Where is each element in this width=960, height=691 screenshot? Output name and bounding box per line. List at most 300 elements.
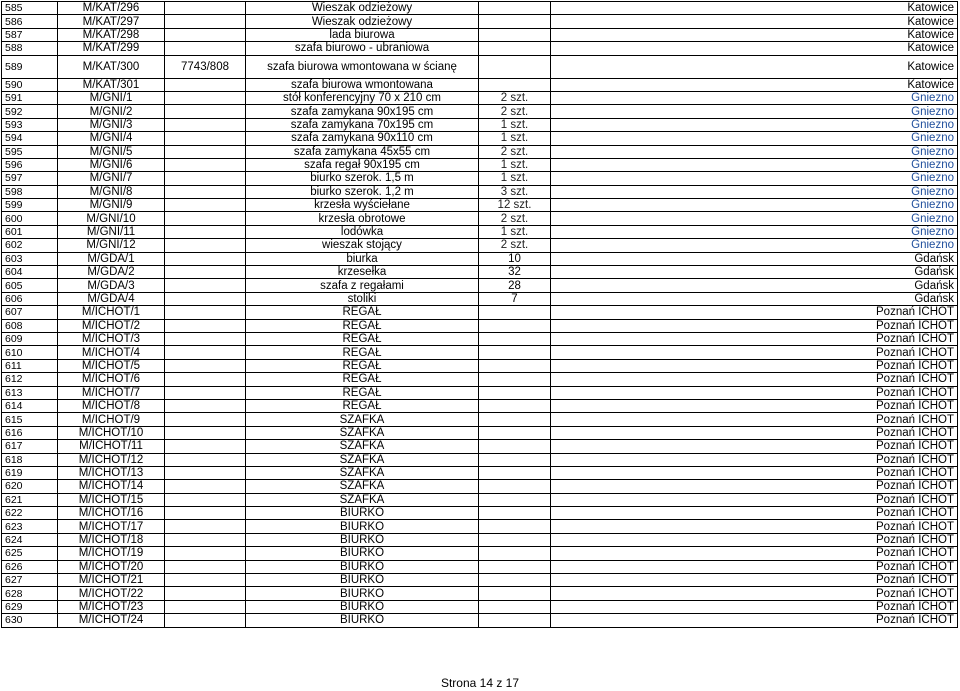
row-number-cell: 607 bbox=[2, 306, 58, 319]
row-number-cell: 619 bbox=[2, 466, 58, 479]
item-number-cell: M/ICHOT/21 bbox=[58, 574, 165, 587]
item-number-cell: M/ICHOT/14 bbox=[58, 480, 165, 493]
location-cell: Poznań ICHOT bbox=[551, 413, 958, 426]
item-name-cell: REGAŁ bbox=[246, 399, 479, 412]
item-number-cell: M/ICHOT/9 bbox=[58, 413, 165, 426]
location-cell: Katowice bbox=[551, 55, 958, 78]
item-name-cell: szafa zamykana 45x55 cm bbox=[246, 145, 479, 158]
item-number-cell: M/ICHOT/10 bbox=[58, 426, 165, 439]
location-cell: Gniezno bbox=[551, 91, 958, 104]
item-number-cell: M/ICHOT/5 bbox=[58, 359, 165, 372]
table-row bbox=[2, 185, 958, 198]
quantity-cell bbox=[479, 560, 551, 573]
table-row bbox=[2, 560, 958, 573]
location-cell: Poznań ICHOT bbox=[551, 453, 958, 466]
item-number-cell: M/ICHOT/23 bbox=[58, 600, 165, 613]
location-cell: Poznań ICHOT bbox=[551, 560, 958, 573]
location-cell: Poznań ICHOT bbox=[551, 614, 958, 627]
inventory-number-cell bbox=[165, 132, 246, 145]
quantity-cell bbox=[479, 386, 551, 399]
item-name-cell: SZAFKA bbox=[246, 480, 479, 493]
item-number-cell: M/GDA/3 bbox=[58, 279, 165, 292]
inventory-number-cell bbox=[165, 319, 246, 332]
location-cell: Poznań ICHOT bbox=[551, 386, 958, 399]
row-number-cell: 628 bbox=[2, 587, 58, 600]
location-cell: Katowice bbox=[551, 78, 958, 91]
row-number-cell: 588 bbox=[2, 42, 58, 55]
item-name-cell: szafa biurowo - ubraniowa bbox=[246, 42, 479, 55]
inventory-number-cell bbox=[165, 493, 246, 506]
table-row bbox=[2, 105, 958, 118]
quantity-cell: 2 szt. bbox=[479, 91, 551, 104]
inventory-number-cell bbox=[165, 600, 246, 613]
table-row bbox=[2, 493, 958, 506]
item-name-cell: krzesła obrotowe bbox=[246, 212, 479, 225]
table-row bbox=[2, 346, 958, 359]
row-number-cell: 613 bbox=[2, 386, 58, 399]
row-number-cell: 625 bbox=[2, 547, 58, 560]
row-number-cell: 587 bbox=[2, 28, 58, 41]
item-name-cell: lada biurowa bbox=[246, 28, 479, 41]
inventory-table-body bbox=[2, 2, 958, 628]
inventory-number-cell bbox=[165, 533, 246, 546]
table-row bbox=[2, 91, 958, 104]
inventory-number-cell bbox=[165, 266, 246, 279]
table-row bbox=[2, 319, 958, 332]
table-row bbox=[2, 587, 958, 600]
table-row bbox=[2, 399, 958, 412]
item-name-cell: REGAŁ bbox=[246, 332, 479, 345]
inventory-number-cell bbox=[165, 332, 246, 345]
quantity-cell bbox=[479, 399, 551, 412]
item-number-cell: M/ICHOT/15 bbox=[58, 493, 165, 506]
item-name-cell: krzesełka bbox=[246, 266, 479, 279]
inventory-number-cell: 7743/808 bbox=[165, 55, 246, 78]
table-row bbox=[2, 413, 958, 426]
quantity-cell bbox=[479, 28, 551, 41]
quantity-cell bbox=[479, 493, 551, 506]
inventory-number-cell bbox=[165, 520, 246, 533]
location-cell: Gdańsk bbox=[551, 266, 958, 279]
quantity-cell bbox=[479, 614, 551, 627]
row-number-cell: 617 bbox=[2, 440, 58, 453]
quantity-cell bbox=[479, 55, 551, 78]
row-number-cell: 585 bbox=[2, 2, 58, 15]
item-name-cell: REGAŁ bbox=[246, 346, 479, 359]
location-cell: Poznań ICHOT bbox=[551, 480, 958, 493]
row-number-cell: 630 bbox=[2, 614, 58, 627]
item-number-cell: M/ICHOT/20 bbox=[58, 560, 165, 573]
item-number-cell: M/GNI/10 bbox=[58, 212, 165, 225]
item-number-cell: M/GNI/5 bbox=[58, 145, 165, 158]
item-name-cell: biurko szerok. 1,2 m bbox=[246, 185, 479, 198]
inventory-number-cell bbox=[165, 292, 246, 305]
table-row bbox=[2, 158, 958, 171]
location-cell: Poznań ICHOT bbox=[551, 493, 958, 506]
inventory-number-cell bbox=[165, 466, 246, 479]
table-row bbox=[2, 199, 958, 212]
row-number-cell: 610 bbox=[2, 346, 58, 359]
quantity-cell: 2 szt. bbox=[479, 145, 551, 158]
inventory-number-cell bbox=[165, 239, 246, 252]
item-number-cell: M/GNI/4 bbox=[58, 132, 165, 145]
row-number-cell: 622 bbox=[2, 507, 58, 520]
table-row bbox=[2, 600, 958, 613]
item-number-cell: M/ICHOT/1 bbox=[58, 306, 165, 319]
item-name-cell: REGAŁ bbox=[246, 359, 479, 372]
row-number-cell: 602 bbox=[2, 239, 58, 252]
quantity-cell: 3 szt. bbox=[479, 185, 551, 198]
item-name-cell: BIURKO bbox=[246, 587, 479, 600]
row-number-cell: 611 bbox=[2, 359, 58, 372]
item-number-cell: M/ICHOT/17 bbox=[58, 520, 165, 533]
inventory-number-cell bbox=[165, 28, 246, 41]
location-cell: Poznań ICHOT bbox=[551, 520, 958, 533]
table-row bbox=[2, 2, 958, 15]
table-row bbox=[2, 359, 958, 372]
table-row bbox=[2, 15, 958, 28]
item-number-cell: M/GNI/1 bbox=[58, 91, 165, 104]
quantity-cell: 1 szt. bbox=[479, 172, 551, 185]
item-name-cell: SZAFKA bbox=[246, 493, 479, 506]
quantity-cell: 12 szt. bbox=[479, 199, 551, 212]
item-name-cell: SZAFKA bbox=[246, 426, 479, 439]
table-row bbox=[2, 306, 958, 319]
inventory-number-cell bbox=[165, 212, 246, 225]
item-number-cell: M/ICHOT/16 bbox=[58, 507, 165, 520]
item-number-cell: M/ICHOT/18 bbox=[58, 533, 165, 546]
item-number-cell: M/GNI/3 bbox=[58, 118, 165, 131]
inventory-number-cell bbox=[165, 185, 246, 198]
inventory-number-cell bbox=[165, 359, 246, 372]
quantity-cell bbox=[479, 587, 551, 600]
table-row bbox=[2, 78, 958, 91]
item-number-cell: M/GNI/6 bbox=[58, 158, 165, 171]
item-number-cell: M/GNI/12 bbox=[58, 239, 165, 252]
quantity-cell bbox=[479, 466, 551, 479]
item-name-cell: stół konferencyjny 70 x 210 cm bbox=[246, 91, 479, 104]
item-number-cell: M/ICHOT/11 bbox=[58, 440, 165, 453]
row-number-cell: 629 bbox=[2, 600, 58, 613]
quantity-cell: 32 bbox=[479, 266, 551, 279]
quantity-cell: 1 szt. bbox=[479, 132, 551, 145]
item-name-cell: SZAFKA bbox=[246, 453, 479, 466]
item-name-cell: BIURKO bbox=[246, 507, 479, 520]
inventory-number-cell bbox=[165, 413, 246, 426]
quantity-cell bbox=[479, 600, 551, 613]
location-cell: Gniezno bbox=[551, 212, 958, 225]
location-cell: Gniezno bbox=[551, 132, 958, 145]
inventory-number-cell bbox=[165, 386, 246, 399]
row-number-cell: 605 bbox=[2, 279, 58, 292]
item-name-cell: biurka bbox=[246, 252, 479, 265]
table-row bbox=[2, 212, 958, 225]
item-name-cell: BIURKO bbox=[246, 533, 479, 546]
quantity-cell: 28 bbox=[479, 279, 551, 292]
table-row bbox=[2, 373, 958, 386]
location-cell: Poznań ICHOT bbox=[551, 359, 958, 372]
item-name-cell: REGAŁ bbox=[246, 319, 479, 332]
item-number-cell: M/ICHOT/13 bbox=[58, 466, 165, 479]
table-row bbox=[2, 426, 958, 439]
location-cell: Poznań ICHOT bbox=[551, 533, 958, 546]
location-cell: Gdańsk bbox=[551, 292, 958, 305]
item-number-cell: M/ICHOT/24 bbox=[58, 614, 165, 627]
inventory-number-cell bbox=[165, 507, 246, 520]
quantity-cell bbox=[479, 42, 551, 55]
item-name-cell: REGAŁ bbox=[246, 306, 479, 319]
quantity-cell bbox=[479, 15, 551, 28]
item-number-cell: M/ICHOT/8 bbox=[58, 399, 165, 412]
inventory-number-cell bbox=[165, 587, 246, 600]
table-row bbox=[2, 547, 958, 560]
inventory-number-cell bbox=[165, 306, 246, 319]
inventory-number-cell bbox=[165, 172, 246, 185]
table-row bbox=[2, 614, 958, 627]
location-cell: Poznań ICHOT bbox=[551, 306, 958, 319]
inventory-number-cell bbox=[165, 42, 246, 55]
quantity-cell bbox=[479, 440, 551, 453]
table-row bbox=[2, 42, 958, 55]
inventory-number-cell bbox=[165, 547, 246, 560]
row-number-cell: 592 bbox=[2, 105, 58, 118]
quantity-cell: 1 szt. bbox=[479, 225, 551, 238]
inventory-number-cell bbox=[165, 560, 246, 573]
item-name-cell: biurko szerok. 1,5 m bbox=[246, 172, 479, 185]
item-name-cell: krzesła wyściełane bbox=[246, 199, 479, 212]
table-row bbox=[2, 332, 958, 345]
inventory-number-cell bbox=[165, 225, 246, 238]
row-number-cell: 591 bbox=[2, 91, 58, 104]
quantity-cell: 7 bbox=[479, 292, 551, 305]
item-name-cell: szafa zamykana 70x195 cm bbox=[246, 118, 479, 131]
item-number-cell: M/ICHOT/4 bbox=[58, 346, 165, 359]
location-cell: Poznań ICHOT bbox=[551, 547, 958, 560]
quantity-cell bbox=[479, 507, 551, 520]
quantity-cell bbox=[479, 533, 551, 546]
row-number-cell: 606 bbox=[2, 292, 58, 305]
row-number-cell: 586 bbox=[2, 15, 58, 28]
quantity-cell bbox=[479, 547, 551, 560]
item-number-cell: M/KAT/296 bbox=[58, 2, 165, 15]
row-number-cell: 621 bbox=[2, 493, 58, 506]
location-cell: Gniezno bbox=[551, 105, 958, 118]
inventory-number-cell bbox=[165, 574, 246, 587]
table-row bbox=[2, 440, 958, 453]
row-number-cell: 615 bbox=[2, 413, 58, 426]
row-number-cell: 596 bbox=[2, 158, 58, 171]
inventory-number-cell bbox=[165, 78, 246, 91]
row-number-cell: 594 bbox=[2, 132, 58, 145]
location-cell: Gniezno bbox=[551, 185, 958, 198]
inventory-number-cell bbox=[165, 480, 246, 493]
item-name-cell: Wieszak odzieżowy bbox=[246, 2, 479, 15]
item-number-cell: M/GNI/9 bbox=[58, 199, 165, 212]
location-cell: Gniezno bbox=[551, 158, 958, 171]
table-row bbox=[2, 225, 958, 238]
quantity-cell: 2 szt. bbox=[479, 212, 551, 225]
item-number-cell: M/GNI/7 bbox=[58, 172, 165, 185]
item-number-cell: M/ICHOT/7 bbox=[58, 386, 165, 399]
location-cell: Poznań ICHOT bbox=[551, 440, 958, 453]
item-number-cell: M/ICHOT/6 bbox=[58, 373, 165, 386]
row-number-cell: 597 bbox=[2, 172, 58, 185]
item-name-cell: wieszak stojący bbox=[246, 239, 479, 252]
item-name-cell: szafa biurowa wmontowana bbox=[246, 78, 479, 91]
location-cell: Gdańsk bbox=[551, 279, 958, 292]
item-name-cell: REGAŁ bbox=[246, 373, 479, 386]
table-row bbox=[2, 145, 958, 158]
table-row bbox=[2, 266, 958, 279]
quantity-cell bbox=[479, 373, 551, 386]
row-number-cell: 600 bbox=[2, 212, 58, 225]
location-cell: Poznań ICHOT bbox=[551, 346, 958, 359]
quantity-cell bbox=[479, 332, 551, 345]
item-name-cell: Wieszak odzieżowy bbox=[246, 15, 479, 28]
row-number-cell: 612 bbox=[2, 373, 58, 386]
item-name-cell: szafa regał 90x195 cm bbox=[246, 158, 479, 171]
item-number-cell: M/ICHOT/12 bbox=[58, 453, 165, 466]
inventory-number-cell bbox=[165, 426, 246, 439]
row-number-cell: 624 bbox=[2, 533, 58, 546]
inventory-number-cell bbox=[165, 2, 246, 15]
location-cell: Poznań ICHOT bbox=[551, 399, 958, 412]
table-row bbox=[2, 118, 958, 131]
location-cell: Poznań ICHOT bbox=[551, 373, 958, 386]
quantity-cell bbox=[479, 319, 551, 332]
row-number-cell: 604 bbox=[2, 266, 58, 279]
row-number-cell: 595 bbox=[2, 145, 58, 158]
quantity-cell: 2 szt. bbox=[479, 105, 551, 118]
table-row bbox=[2, 239, 958, 252]
row-number-cell: 590 bbox=[2, 78, 58, 91]
table-row bbox=[2, 279, 958, 292]
quantity-cell bbox=[479, 78, 551, 91]
item-number-cell: M/GNI/8 bbox=[58, 185, 165, 198]
item-number-cell: M/ICHOT/2 bbox=[58, 319, 165, 332]
item-number-cell: M/KAT/298 bbox=[58, 28, 165, 41]
quantity-cell bbox=[479, 453, 551, 466]
quantity-cell: 2 szt. bbox=[479, 239, 551, 252]
location-cell: Poznań ICHOT bbox=[551, 319, 958, 332]
inventory-number-cell bbox=[165, 252, 246, 265]
location-cell: Poznań ICHOT bbox=[551, 332, 958, 345]
table-row bbox=[2, 480, 958, 493]
table-row bbox=[2, 507, 958, 520]
inventory-number-cell bbox=[165, 373, 246, 386]
page-number: Strona 14 z 17 bbox=[440, 676, 520, 690]
item-name-cell: BIURKO bbox=[246, 600, 479, 613]
location-cell: Gdańsk bbox=[551, 252, 958, 265]
location-cell: Poznań ICHOT bbox=[551, 507, 958, 520]
row-number-cell: 593 bbox=[2, 118, 58, 131]
table-row bbox=[2, 28, 958, 41]
inventory-number-cell bbox=[165, 453, 246, 466]
item-name-cell: szafa biurowa wmontowana w ścianę bbox=[246, 55, 479, 78]
inventory-number-cell bbox=[165, 399, 246, 412]
item-name-cell: SZAFKA bbox=[246, 466, 479, 479]
quantity-cell bbox=[479, 413, 551, 426]
inventory-number-cell bbox=[165, 91, 246, 104]
table-row bbox=[2, 533, 958, 546]
item-number-cell: M/GNI/2 bbox=[58, 105, 165, 118]
table-row bbox=[2, 453, 958, 466]
location-cell: Katowice bbox=[551, 42, 958, 55]
row-number-cell: 627 bbox=[2, 574, 58, 587]
item-name-cell: BIURKO bbox=[246, 574, 479, 587]
item-name-cell: lodówka bbox=[246, 225, 479, 238]
location-cell: Gniezno bbox=[551, 118, 958, 131]
item-name-cell: REGAŁ bbox=[246, 386, 479, 399]
row-number-cell: 598 bbox=[2, 185, 58, 198]
location-cell: Gniezno bbox=[551, 172, 958, 185]
row-number-cell: 608 bbox=[2, 319, 58, 332]
location-cell: Gniezno bbox=[551, 225, 958, 238]
location-cell: Poznań ICHOT bbox=[551, 600, 958, 613]
table-row bbox=[2, 172, 958, 185]
table-row bbox=[2, 252, 958, 265]
item-number-cell: M/ICHOT/19 bbox=[58, 547, 165, 560]
item-number-cell: M/KAT/301 bbox=[58, 78, 165, 91]
quantity-cell bbox=[479, 480, 551, 493]
table-row bbox=[2, 520, 958, 533]
row-number-cell: 609 bbox=[2, 332, 58, 345]
location-cell: Poznań ICHOT bbox=[551, 587, 958, 600]
inventory-number-cell bbox=[165, 440, 246, 453]
row-number-cell: 616 bbox=[2, 426, 58, 439]
inventory-number-cell bbox=[165, 614, 246, 627]
item-name-cell: szafa zamykana 90x110 cm bbox=[246, 132, 479, 145]
quantity-cell bbox=[479, 2, 551, 15]
quantity-cell bbox=[479, 346, 551, 359]
inventory-number-cell bbox=[165, 118, 246, 131]
quantity-cell bbox=[479, 520, 551, 533]
item-name-cell: BIURKO bbox=[246, 560, 479, 573]
item-name-cell: SZAFKA bbox=[246, 413, 479, 426]
item-name-cell: szafa z regałami bbox=[246, 279, 479, 292]
item-name-cell: BIURKO bbox=[246, 547, 479, 560]
inventory-number-cell bbox=[165, 105, 246, 118]
quantity-cell bbox=[479, 359, 551, 372]
location-cell: Gniezno bbox=[551, 239, 958, 252]
item-name-cell: stoliki bbox=[246, 292, 479, 305]
inventory-number-cell bbox=[165, 15, 246, 28]
quantity-cell: 10 bbox=[479, 252, 551, 265]
location-cell: Katowice bbox=[551, 15, 958, 28]
item-number-cell: M/KAT/300 bbox=[58, 55, 165, 78]
item-number-cell: M/GNI/11 bbox=[58, 225, 165, 238]
table-row bbox=[2, 386, 958, 399]
location-cell: Poznań ICHOT bbox=[551, 466, 958, 479]
item-number-cell: M/ICHOT/22 bbox=[58, 587, 165, 600]
table-row bbox=[2, 55, 958, 78]
inventory-number-cell bbox=[165, 279, 246, 292]
location-cell: Poznań ICHOT bbox=[551, 574, 958, 587]
quantity-cell bbox=[479, 306, 551, 319]
inventory-number-cell bbox=[165, 346, 246, 359]
row-number-cell: 618 bbox=[2, 453, 58, 466]
row-number-cell: 620 bbox=[2, 480, 58, 493]
row-number-cell: 589 bbox=[2, 55, 58, 78]
row-number-cell: 614 bbox=[2, 399, 58, 412]
inventory-number-cell bbox=[165, 145, 246, 158]
quantity-cell: 1 szt. bbox=[479, 158, 551, 171]
item-number-cell: M/GDA/4 bbox=[58, 292, 165, 305]
row-number-cell: 601 bbox=[2, 225, 58, 238]
table-row bbox=[2, 574, 958, 587]
item-name-cell: szafa zamykana 90x195 cm bbox=[246, 105, 479, 118]
quantity-cell bbox=[479, 426, 551, 439]
